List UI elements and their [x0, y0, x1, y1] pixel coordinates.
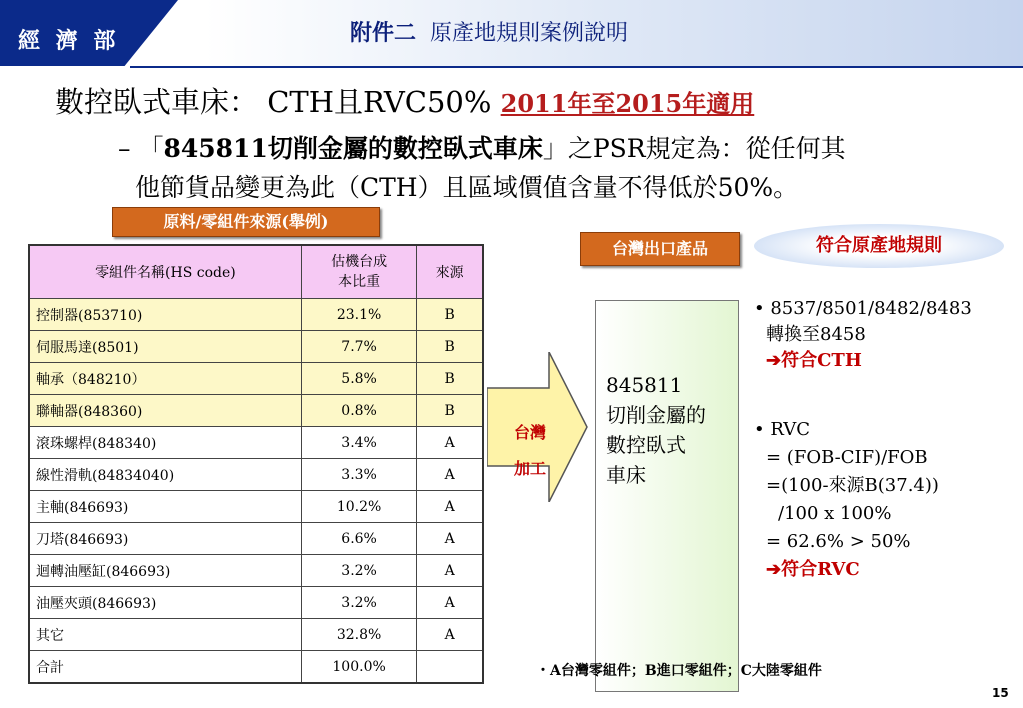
- cth-result: [754, 348, 972, 374]
- source-cell: B: [417, 363, 483, 395]
- table-row: [29, 555, 483, 587]
- table-row: [29, 491, 483, 523]
- header-component-name: 零組件名稱(HS code): [29, 245, 301, 299]
- header-source: 來源: [417, 245, 483, 299]
- rvc-note: [754, 416, 939, 584]
- table-header-row: [29, 245, 483, 299]
- rvc-note-line2: = (FOB-CIF)/FOB: [766, 447, 928, 468]
- component-name-cell: 迴轉油壓缸(846693): [29, 555, 301, 587]
- cth-note: [754, 296, 972, 374]
- processing-label-line2: 加工: [513, 459, 546, 478]
- product-code: 845811: [606, 373, 683, 397]
- cost-share-cell: 3.2%: [301, 555, 417, 587]
- slide-title-prefix: 附件二: [350, 20, 417, 46]
- cost-share-cell: 0.8%: [301, 395, 417, 427]
- table-row: [29, 587, 483, 619]
- table-row: [29, 427, 483, 459]
- cth-note-line2: 轉換至8458: [766, 324, 866, 345]
- cost-share-cell: 7.7%: [301, 331, 417, 363]
- source-cell: B: [417, 299, 483, 331]
- header-divider: [130, 66, 1023, 68]
- psr-rule-text: 」之PSR規定為：從任何其: [542, 134, 846, 163]
- table-row: [29, 395, 483, 427]
- right-arrow-icon: ➔: [766, 559, 782, 580]
- header-cost-share: [301, 245, 417, 299]
- source-cell: A: [417, 619, 483, 651]
- export-product-tag: 台灣出口產品: [580, 232, 740, 266]
- slide-title: [350, 16, 628, 47]
- cost-share-cell: 32.8%: [301, 619, 417, 651]
- source-cell: A: [417, 427, 483, 459]
- source-cell: A: [417, 555, 483, 587]
- slide-title-text: 原產地規則案例說明: [430, 21, 629, 46]
- component-name-cell: 滾珠螺桿(848340): [29, 427, 301, 459]
- component-name-cell: 線性滑軌(84834040): [29, 459, 301, 491]
- source-cell: B: [417, 395, 483, 427]
- rvc-note-line1: • RVC: [754, 419, 811, 440]
- ministry-logo-text: 經 濟 部: [18, 29, 120, 54]
- main-title: [55, 80, 754, 121]
- component-name-cell: 其它: [29, 619, 301, 651]
- main-title-text: 數控臥式車床： CTH且RVC50%: [55, 85, 492, 119]
- product-box: [595, 300, 739, 692]
- source-cell: A: [417, 459, 483, 491]
- processing-label-line1: 台灣: [513, 423, 546, 442]
- product-line-3: 數控臥式: [606, 433, 686, 457]
- source-cell: A: [417, 523, 483, 555]
- table-row: [29, 299, 483, 331]
- component-name-cell: 軸承（848210）: [29, 363, 301, 395]
- cost-share-cell: 23.1%: [301, 299, 417, 331]
- rvc-note-line4: /100 x 100%: [778, 503, 892, 524]
- product-line-4: 車床: [606, 463, 646, 487]
- source-cell: A: [417, 491, 483, 523]
- psr-line-2: 他節貨品變更為此（CTH）且區域價值含量不得低於50%。: [135, 173, 799, 202]
- cth-note-line1: • 8537/8501/8482/8483: [754, 298, 972, 319]
- header-cost-share-text: 估機台成本比重: [331, 254, 388, 290]
- cost-share-cell: 5.8%: [301, 363, 417, 395]
- psr-open-bracket: 「: [138, 134, 164, 163]
- table-row: [29, 459, 483, 491]
- table-row: [29, 619, 483, 651]
- processing-label: [500, 415, 560, 487]
- cost-share-cell: 10.2%: [301, 491, 417, 523]
- component-name-cell: 刀塔(846693): [29, 523, 301, 555]
- source-tag: 原料/零組件來源(舉例): [112, 207, 380, 237]
- psr-line-1: [118, 131, 846, 167]
- product-line-2: 切削金屬的: [606, 403, 706, 427]
- table-row: [29, 331, 483, 363]
- right-arrow-icon: ➔: [766, 350, 782, 371]
- source-cell: B: [417, 331, 483, 363]
- cost-share-cell: 3.4%: [301, 427, 417, 459]
- rvc-note-line3: =(100-來源B(37.4)): [766, 475, 939, 496]
- component-name-cell: 合計: [29, 651, 301, 684]
- components-table: [28, 244, 484, 684]
- cost-share-cell: 3.3%: [301, 459, 417, 491]
- table-row: [29, 363, 483, 395]
- applicable-years: 2011年至2015年適用: [500, 89, 755, 118]
- component-name-cell: 主軸(846693): [29, 491, 301, 523]
- rvc-result: [754, 556, 939, 584]
- cost-share-cell: 6.6%: [301, 523, 417, 555]
- source-cell: A: [417, 587, 483, 619]
- component-name-cell: 油壓夾頭(846693): [29, 587, 301, 619]
- table-row: [29, 651, 483, 684]
- source-legend: ・A台灣零組件；B進口零組件；C大陸零組件: [536, 663, 822, 679]
- page-number: 15: [992, 686, 1009, 700]
- cost-share-cell: 3.2%: [301, 587, 417, 619]
- cth-result-text: 符合CTH: [781, 350, 862, 371]
- component-name-cell: 聯軸器(848360): [29, 395, 301, 427]
- component-name-cell: 控制器(853710): [29, 299, 301, 331]
- psr-product: 845811切削金屬的數控臥式車床: [163, 134, 543, 163]
- rvc-result-text: 符合RVC: [781, 559, 860, 580]
- compliance-ellipse: 符合原產地規則: [754, 224, 1004, 268]
- source-cell: [417, 651, 483, 684]
- psr-dash: –: [118, 134, 131, 163]
- rvc-note-line5: = 62.6% > 50%: [766, 531, 911, 552]
- table-row: [29, 523, 483, 555]
- component-name-cell: 伺服馬達(8501): [29, 331, 301, 363]
- cost-share-cell: 100.0%: [301, 651, 417, 684]
- product-description: [606, 370, 706, 490]
